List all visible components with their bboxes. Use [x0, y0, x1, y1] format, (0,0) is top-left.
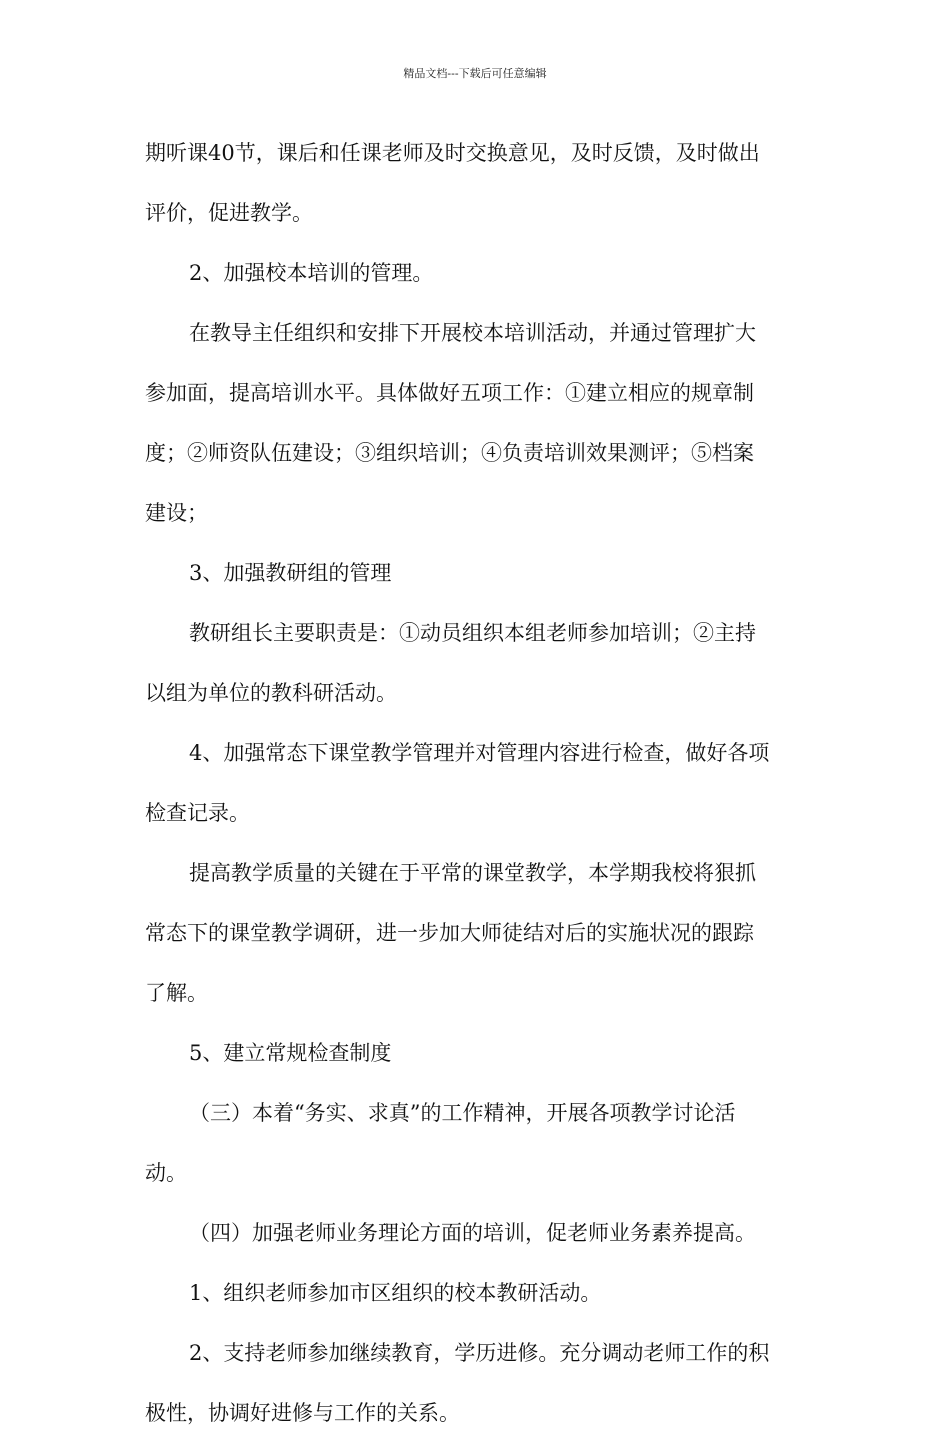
text-line: 提高教学质量的关键在于平常的课堂教学，本学期我校将狠抓 — [189, 861, 756, 885]
text-line: 2、加强校本培训的管理。 — [189, 261, 434, 285]
paragraph — [145, 1208, 807, 1258]
paragraph — [145, 1028, 807, 1078]
text-line: （四）加强老师业务理论方面的培训，促老师业务素养提高。 — [189, 1221, 756, 1245]
text-line: 常态下的课堂教学调研，进一步加大师徒结对后的实施状况的跟踪 — [145, 921, 754, 945]
paragraph — [145, 128, 807, 238]
text-line: （三）本着“务实、求真”的工作精神，开展各项教学讨论活 — [189, 1101, 736, 1125]
text-line: 在教导主任组织和安排下开展校本培训活动，并通过管理扩大 — [189, 321, 756, 345]
text-line: 极性，协调好进修与工作的关系。 — [145, 1401, 460, 1425]
text-line: 3、加强教研组的管理 — [189, 561, 392, 585]
text-line: 动。 — [145, 1161, 187, 1185]
paragraph — [145, 248, 807, 298]
paragraph — [145, 548, 807, 598]
paragraph — [145, 1268, 807, 1318]
text-line: 4、加强常态下课堂教学管理并对管理内容进行检查，做好各项 — [189, 741, 770, 765]
page-header: 精品文档---下载后可任意编辑 — [403, 67, 547, 80]
text-line: 评价，促进教学。 — [145, 201, 313, 225]
text-line: 以组为单位的教科研活动。 — [145, 681, 397, 705]
paragraph — [145, 1328, 807, 1438]
paragraph — [145, 848, 807, 1018]
paragraph — [145, 308, 807, 538]
paragraph — [145, 728, 807, 838]
text-line: 1、组织老师参加市区组织的校本教研活动。 — [189, 1281, 602, 1305]
document-body — [145, 128, 807, 1448]
text-line: 教研组长主要职责是：①动员组织本组老师参加培训；②主持 — [189, 621, 756, 645]
text-line: 度；②师资队伍建设；③组织培训；④负责培训效果测评；⑤档案 — [145, 441, 754, 465]
paragraph — [145, 1088, 807, 1198]
text-line: 检查记录。 — [145, 801, 250, 825]
text-line: 5、建立常规检查制度 — [189, 1041, 392, 1065]
text-line: 2、支持老师参加继续教育，学历进修。充分调动老师工作的积 — [189, 1341, 770, 1365]
text-line: 建设； — [145, 501, 208, 525]
text-line: 了解。 — [145, 981, 208, 1005]
paragraph — [145, 608, 807, 718]
text-line: 期听课40节，课后和任课老师及时交换意见，及时反馈，及时做出 — [145, 141, 760, 165]
text-line: 参加面，提高培训水平。具体做好五项工作：①建立相应的规章制 — [145, 381, 754, 405]
